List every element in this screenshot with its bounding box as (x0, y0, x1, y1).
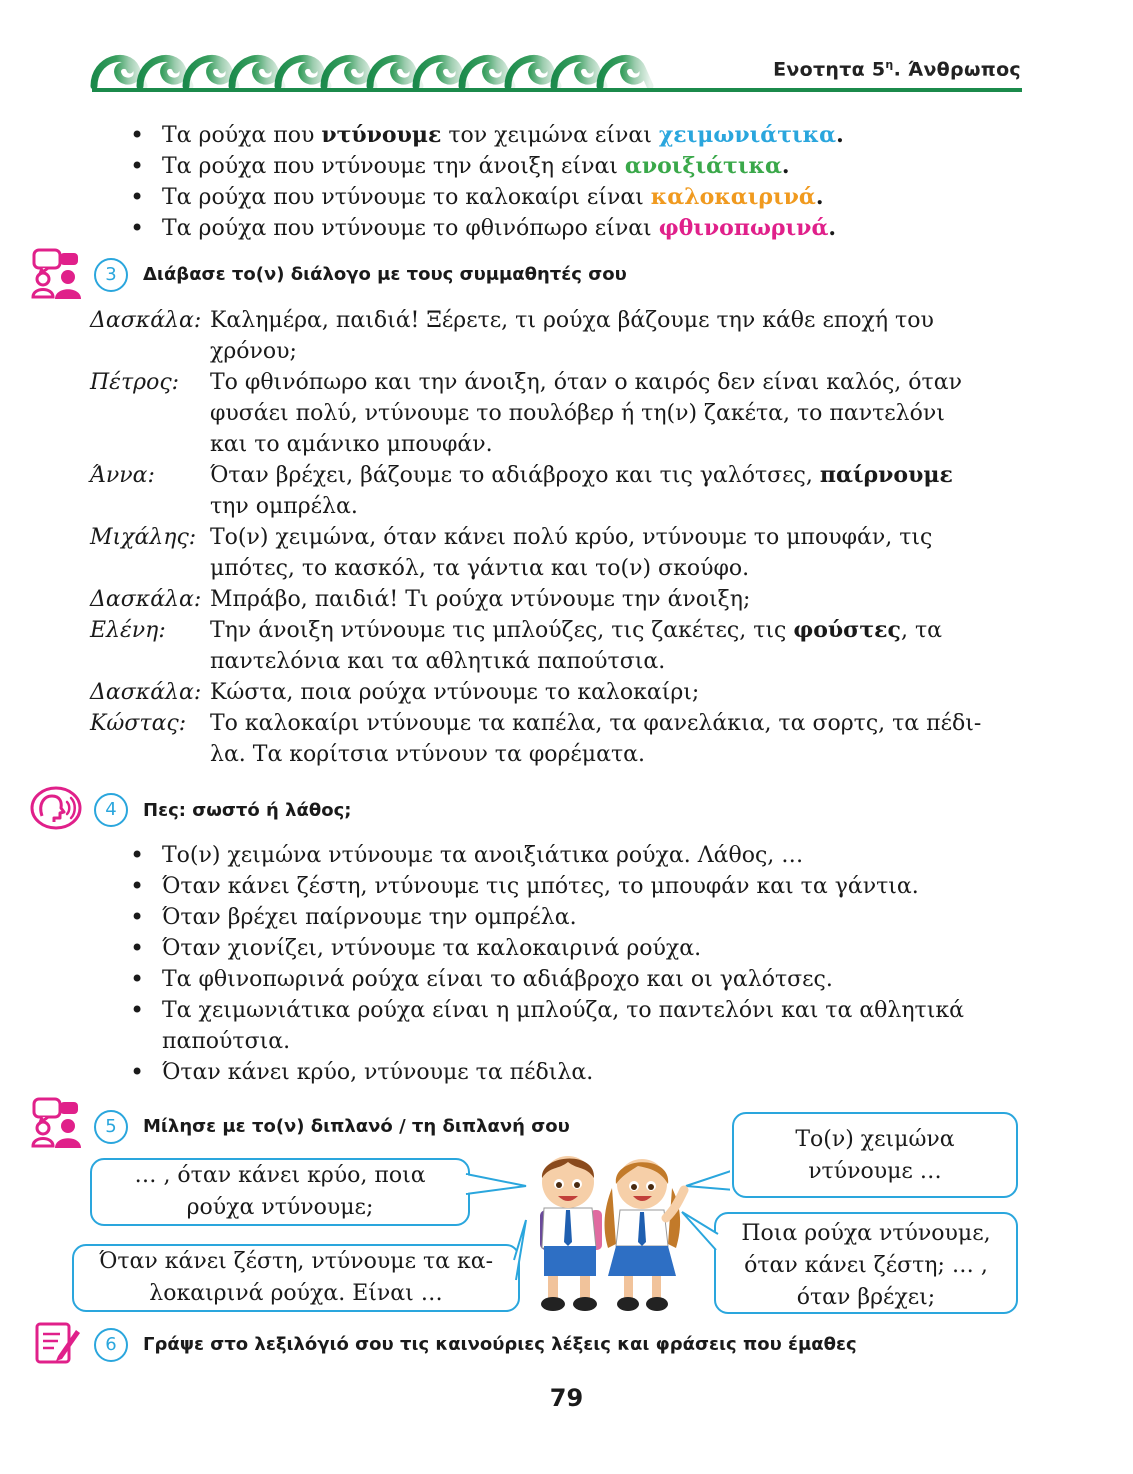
exercise-3-number: 3 (94, 258, 128, 292)
seasons-list (124, 120, 1024, 244)
speaker: Δασκάλα: (90, 308, 202, 333)
list-item: • Τα ρούχα που ντύνουμε την άνοιξη είναι ανοιξιάτικα. (124, 151, 1024, 182)
exercise-5-title: Μίλησε με το(ν) διπλανό / τη διπλανή σου (143, 1116, 570, 1137)
exercise-6-number: 6 (94, 1328, 128, 1362)
list-item: • Τα ρούχα που ντύνουμε το φθινόπωρο είναι φθινοπωρινά. (124, 213, 1024, 244)
speaker: Κώστας: (90, 711, 187, 736)
dialogue-turn: Άννα: Όταν βρέχει, βάζουμε το αδιάβροχο και τις γαλότσες, παίρνουμε την ομπρέλα. (90, 460, 1030, 522)
speech-bubble-right-top: Το(ν) χειμώνα ντύνουμε … (732, 1112, 1018, 1198)
group-discussion-icon (30, 247, 82, 299)
speaker: Μιχάλης: (90, 525, 197, 550)
list-item-continuation: παπούτσια. (162, 1029, 291, 1054)
dialogue-turn: Κώστας: Το καλοκαίρι ντύνουμε τα καπέλα, τα φανελάκια, τα σορτς, τα πέδι- λα. Τα κορίτσια ντύνουν τα φορέματα. (90, 708, 1030, 770)
speaker: Δασκάλα: (90, 587, 202, 612)
true-false-list (124, 840, 1024, 1088)
header-rule (92, 88, 1022, 92)
exercise-4-number: 4 (94, 793, 128, 827)
school-children-illustration (520, 1148, 690, 1316)
exercise-6-title: Γράψε στο λεξιλόγιό σου τις καινούριες λέξεις και φράσεις που έμαθες (143, 1334, 857, 1355)
dialogue-turn: Μιχάλης: Το(ν) χειμώνα, όταν κάνει πολύ κρύο, ντύνουμε το μπουφάν, τις μπότες, το κασκόλ, τα γάντια και το(ν) σκούφο. (90, 522, 1030, 584)
dialogue-turn: Δασκάλα: Μπράβο, παιδιά! Τι ρούχα ντύνουμε την άνοιξη; (90, 584, 1030, 615)
list-item: • Τα χειμωνιάτικα ρούχα είναι η μπλούζα, το παντελόνι και τα αθλητικά (124, 995, 1024, 1026)
unit-title: Ενοτητα $5^\eta$. Άνθρωπος (773, 58, 1021, 81)
exercise-4-title: Πες: σωστό ή λάθος; (143, 800, 352, 821)
exercise-5-number: 5 (94, 1110, 128, 1144)
dialogue-turn: Πέτρος: Το φθινόπωρο και την άνοιξη, όταν ο καιρός δεν είναι καλός, όταν φυσάει πολύ, ντύνουμε το πουλόβερ ή τη(ν) ζακέτα, το παντελόνι και το αμάνικο μπουφάν. (90, 367, 1030, 460)
list-item: • Το(ν) χειμώνα ντύνουμε τα ανοιξιάτικα ρούχα. Λάθος, … (124, 840, 1024, 871)
page-number: 79 (549, 1384, 584, 1412)
speaker: Άννα: (90, 463, 155, 488)
dialogue (90, 305, 1030, 770)
exercise-3-title: Διάβασε το(ν) διάλογο με τους συμμαθητές σου (143, 264, 627, 285)
speaker: Ελένη: (90, 618, 166, 643)
dialogue-turn: Δασκάλα: Καλημέρα, παιδιά! Ξέρετε, τι ρούχα βάζουμε την κάθε εποχή του χρόνου; (90, 305, 1030, 367)
list-item: • Τα ρούχα που ντύνουμε τον χειμώνα είναι χειμωνιάτικα. (124, 120, 1024, 151)
dialogue-turn: Ελένη: Την άνοιξη ντύνουμε τις μπλούζες, τις ζακέτες, τις φούστες, τα παντελόνια και τα αθλητικά παπούτσια. (90, 615, 1030, 677)
speaker: Δασκάλα: (90, 680, 202, 705)
list-item: • Όταν βρέχει παίρνουμε την ομπρέλα. (124, 902, 1024, 933)
list-item: • Όταν κάνει κρύο, ντύνουμε τα πέδιλα. (124, 1057, 1024, 1088)
list-item: • Τα ρούχα που ντύνουμε το καλοκαίρι είναι καλοκαιρινά. (124, 182, 1024, 213)
list-item: • Τα φθινοπωρινά ρούχα είναι το αδιάβροχο και οι γαλότσες. (124, 964, 1024, 995)
speech-bubble-right-bottom: Ποια ρούχα ντύνουμε, όταν κάνει ζέστη; … , όταν βρέχει; (714, 1212, 1018, 1314)
speech-bubble-left-bottom: Όταν κάνει ζέστη, ντύνουμε τα κα- λοκαιρινά ρούχα. Είναι … (72, 1244, 520, 1312)
dialogue-turn: Δασκάλα: Κώστα, ποια ρούχα ντύνουμε το καλοκαίρι; (90, 677, 1030, 708)
pair-talk-icon (30, 1096, 82, 1148)
notebook-pencil-icon (34, 1320, 82, 1366)
speaking-head-icon (30, 786, 82, 830)
list-item: • Όταν χιονίζει, ντύνουμε τα καλοκαιρινά ρούχα. (124, 933, 1024, 964)
speaker: Πέτρος: (90, 370, 180, 395)
list-item: • Όταν κάνει ζέστη, ντύνουμε τις μπότες, το μπουφάν και τα γάντια. (124, 871, 1024, 902)
speech-bubble-left-top: … , όταν κάνει κρύο, ποια ρούχα ντύνουμε; (90, 1158, 470, 1226)
